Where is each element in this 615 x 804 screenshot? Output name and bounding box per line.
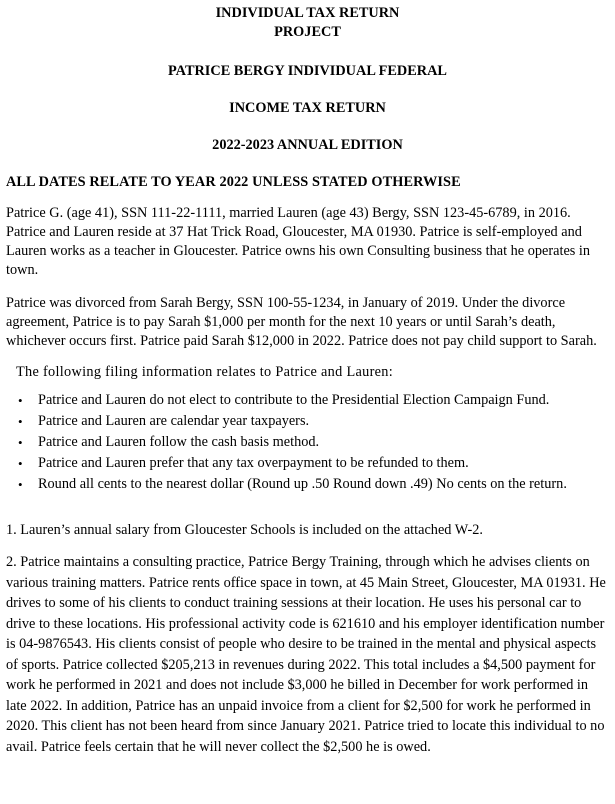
list-item <box>16 390 615 411</box>
bullet-icon: • <box>18 435 23 450</box>
item-2-consulting: 2. Patrice maintains a consulting practice, Patrice Bergy Training, through which he advises clients on various training matters. Patrice rents office space in town, at 45 Main Street, Gloucester, MA 01931. He drives to some of his clients to conduct training sessions at their location. He uses his personal car to drive to these locations. His professional activity code is 621610 and his employer identification number is 04-9876543. His clients consist of people who desire to be trained in the mental and physical aspects of sports. Patrice collected $205,213 in revenues during 2022. This total includes a $4,500 payment for work he performed in 2021 and does not include $3,000 he billed in December for work performed in late 2022. In addition, Patrice has an unpaid invoice from a client for $2,500 for work he performed in 2020. This client has not been heard from since January 2021. Patrice tried to locate this individual to no avail. Patrice feels certain that he will never collect the $2,500 he is owed. <box>6 554 606 755</box>
title-line-2: PROJECT <box>274 24 341 40</box>
title-line-1: INDIVIDUAL TAX RETURN <box>215 5 400 21</box>
list-item-text: Patrice and Lauren are calendar year taxpayers. <box>38 413 310 429</box>
list-item <box>16 411 615 432</box>
list-item-text: Round all cents to the nearest dollar (Round up .50 Round down .49) No cents on the return. <box>38 476 567 492</box>
title-edition: 2022-2023 ANNUAL EDITION <box>212 137 403 153</box>
bullet-icon: • <box>18 477 23 492</box>
list-item <box>16 432 615 453</box>
dates-note: ALL DATES RELATE TO YEAR 2022 UNLESS STATED OTHERWISE <box>6 174 461 190</box>
list-item-text: Patrice and Lauren prefer that any tax overpayment to be refunded to them. <box>38 455 469 471</box>
paragraph-taxpayer-info: Patrice G. (age 41), SSN 111-22-1111, married Lauren (age 43) Bergy, SSN 123-45-6789, in 2016. Patrice and Lauren reside at 37 Hat Trick Road, Gloucester, MA 01930. Patrice is self-employed and Lauren works as a teacher in Gloucester. Patrice owns his own Consulting business that he operates in town. <box>6 205 591 278</box>
list-item-text: Patrice and Lauren do not elect to contribute to the Presidential Election Campaign Fund. <box>38 392 550 408</box>
list-item-text: Patrice and Lauren follow the cash basis method. <box>38 434 320 450</box>
item-1-salary: 1. Lauren’s annual salary from Gloucester Schools is included on the attached W-2. <box>6 522 483 538</box>
title-line-4: INCOME TAX RETURN <box>229 100 386 116</box>
filing-intro: The following filing information relates to Patrice and Lauren: <box>16 364 394 380</box>
list-item <box>16 453 615 474</box>
bullet-icon: • <box>18 456 23 471</box>
title-line-3: PATRICE BERGY INDIVIDUAL FEDERAL <box>168 63 447 79</box>
bullet-icon: • <box>18 393 23 408</box>
bullet-icon: • <box>18 414 23 429</box>
paragraph-divorce-info: Patrice was divorced from Sarah Bergy, SSN 100-55-1234, in January of 2019. Under the divorce agreement, Patrice is to pay Sarah $1,000 per month for the next 10 years or until Sarah’s death, whichever occurs first. Patrice paid Sarah $12,000 in 2022. Patrice does not pay child support to Sarah. <box>6 295 597 349</box>
list-item <box>16 474 615 495</box>
filing-info-list <box>0 390 615 495</box>
